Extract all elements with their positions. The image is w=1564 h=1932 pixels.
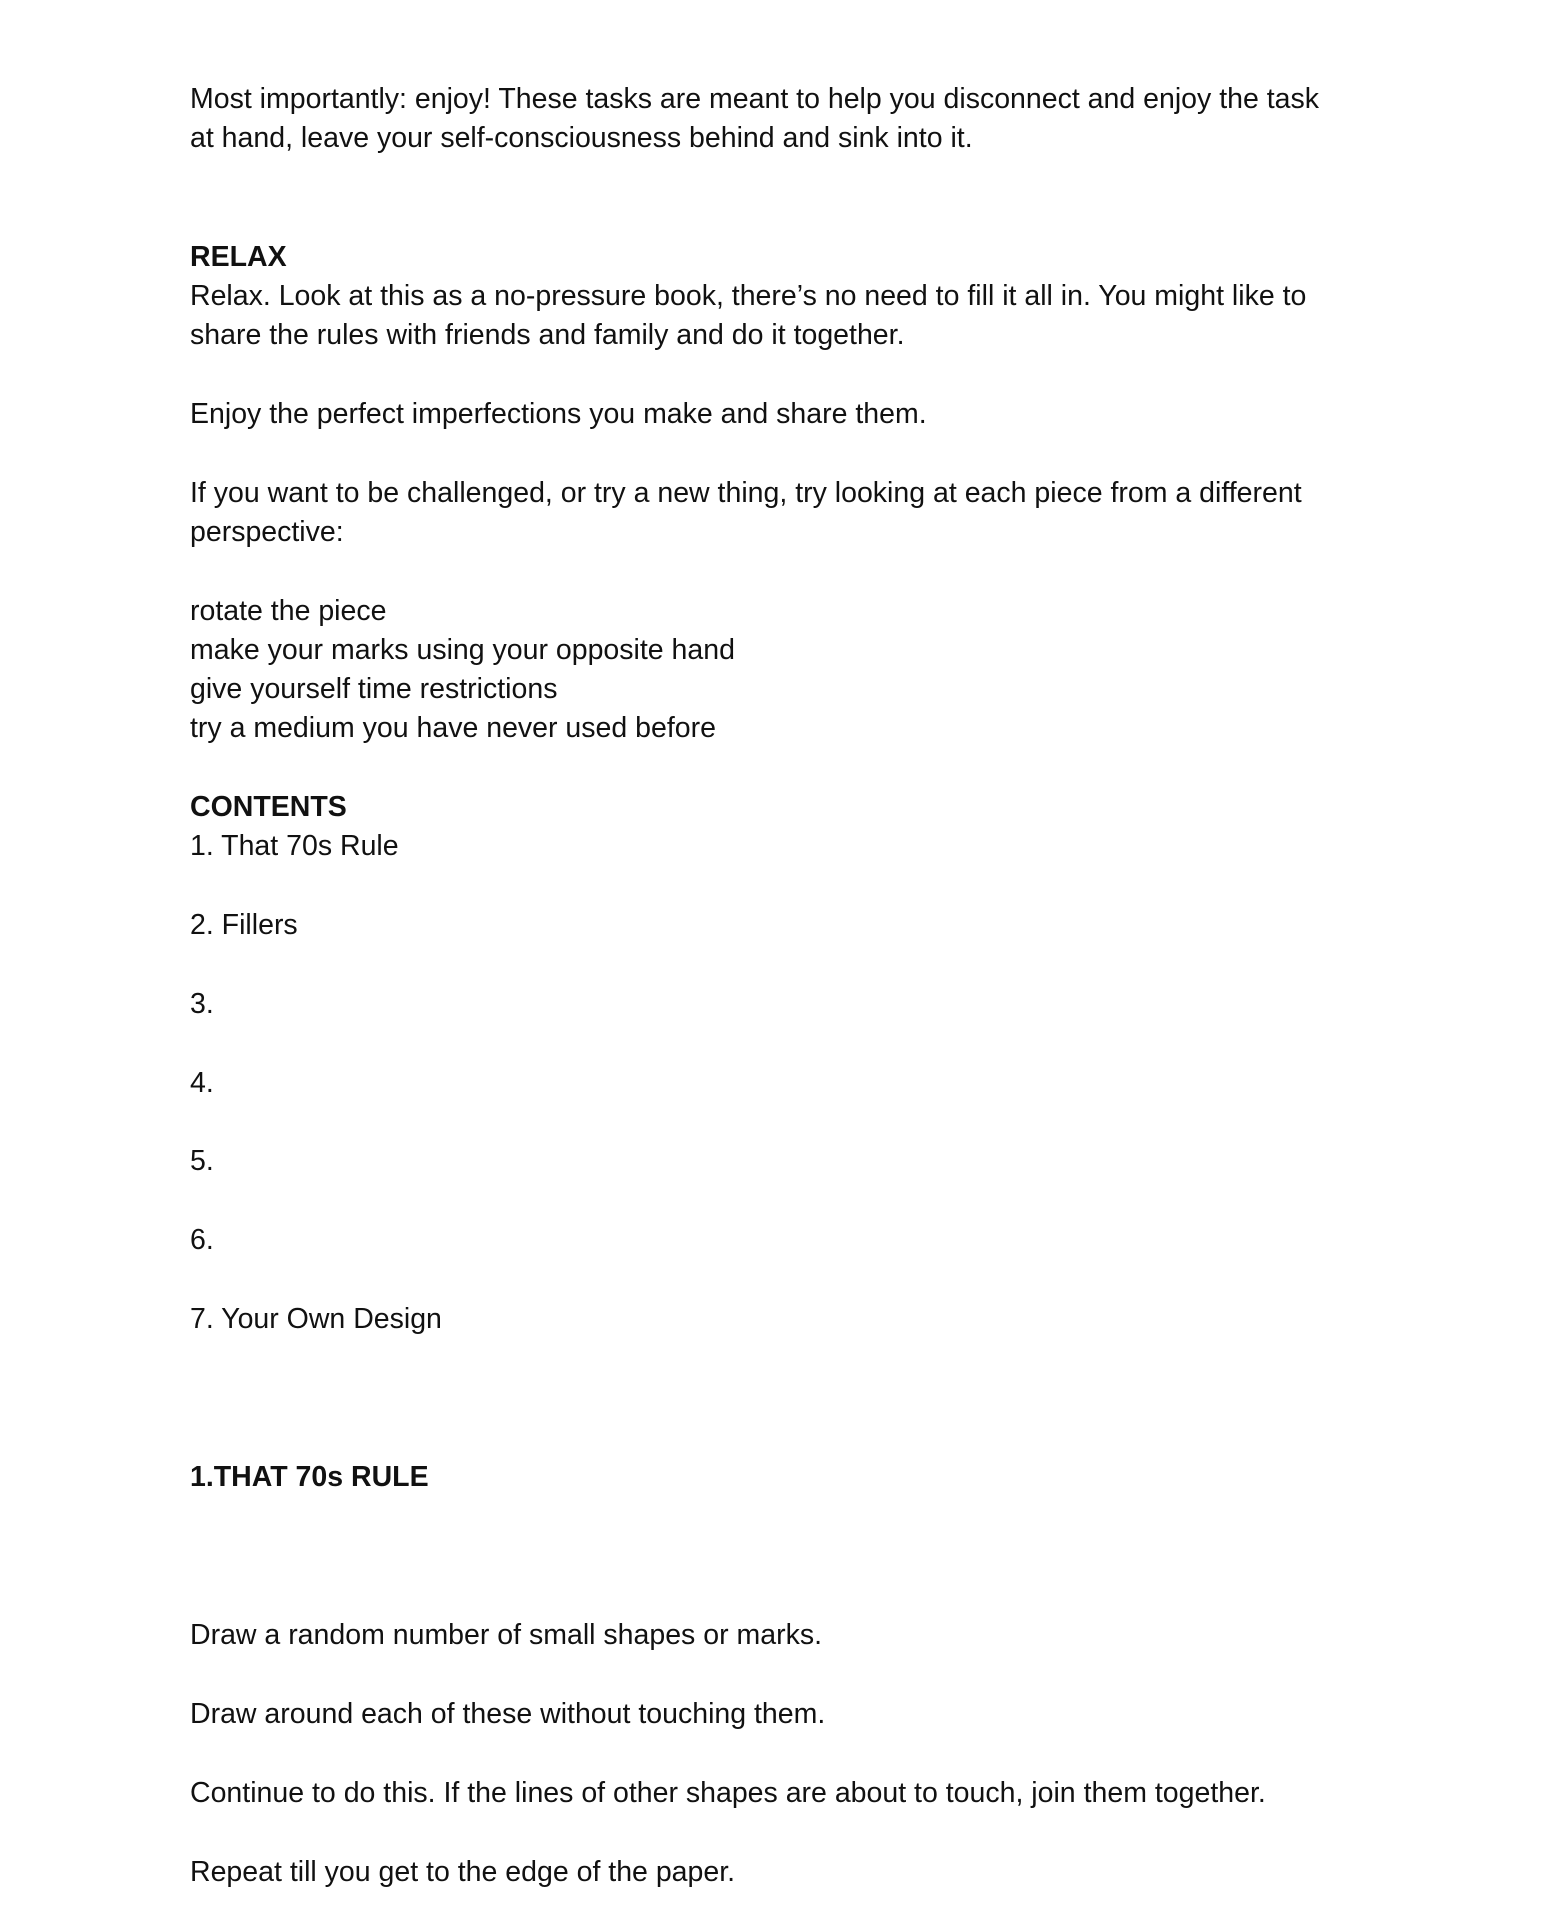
section-1-step: Draw a random number of small shapes or marks. <box>190 1619 822 1651</box>
relax-paragraph-3-line-2: perspective: <box>190 516 344 548</box>
relax-paragraph-1-line-1: Relax. Look at this as a no-pressure book, there’s no need to fill it all in. You might like to <box>190 280 1307 312</box>
contents-item: 6. <box>190 1224 214 1256</box>
relax-paragraph-2: Enjoy the perfect imperfections you make and share them. <box>190 398 927 430</box>
contents-item: 3. <box>190 988 214 1020</box>
section-1-heading: 1.THAT 70s RULE <box>190 1461 429 1493</box>
tip-item: make your marks using your opposite hand <box>190 634 735 666</box>
tip-item: rotate the piece <box>190 595 387 627</box>
contents-item: 4. <box>190 1067 214 1099</box>
contents-item: 5. <box>190 1145 214 1177</box>
relax-paragraph-1-line-2: share the rules with friends and family and do it together. <box>190 319 905 351</box>
intro-line-1: Most importantly: enjoy! These tasks are meant to help you disconnect and enjoy the task <box>190 83 1320 115</box>
relax-heading: RELAX <box>190 241 287 273</box>
contents-heading: CONTENTS <box>190 791 347 823</box>
section-1-step: Repeat till you get to the edge of the paper. <box>190 1856 736 1888</box>
tip-item: try a medium you have never used before <box>190 712 716 744</box>
contents-item: 2. Fillers <box>190 909 298 941</box>
relax-paragraph-3-line-1: If you want to be challenged, or try a new thing, try looking at each piece from a different <box>190 477 1302 509</box>
tip-item: give yourself time restrictions <box>190 673 558 705</box>
section-1-step: Draw around each of these without touching them. <box>190 1698 826 1730</box>
contents-item: 1. That 70s Rule <box>190 830 399 862</box>
intro-line-2: at hand, leave your self-consciousness behind and sink into it. <box>190 122 973 154</box>
section-1-step: Continue to do this. If the lines of other shapes are about to touch, join them together. <box>190 1777 1266 1809</box>
contents-item: 7. Your Own Design <box>190 1303 442 1335</box>
